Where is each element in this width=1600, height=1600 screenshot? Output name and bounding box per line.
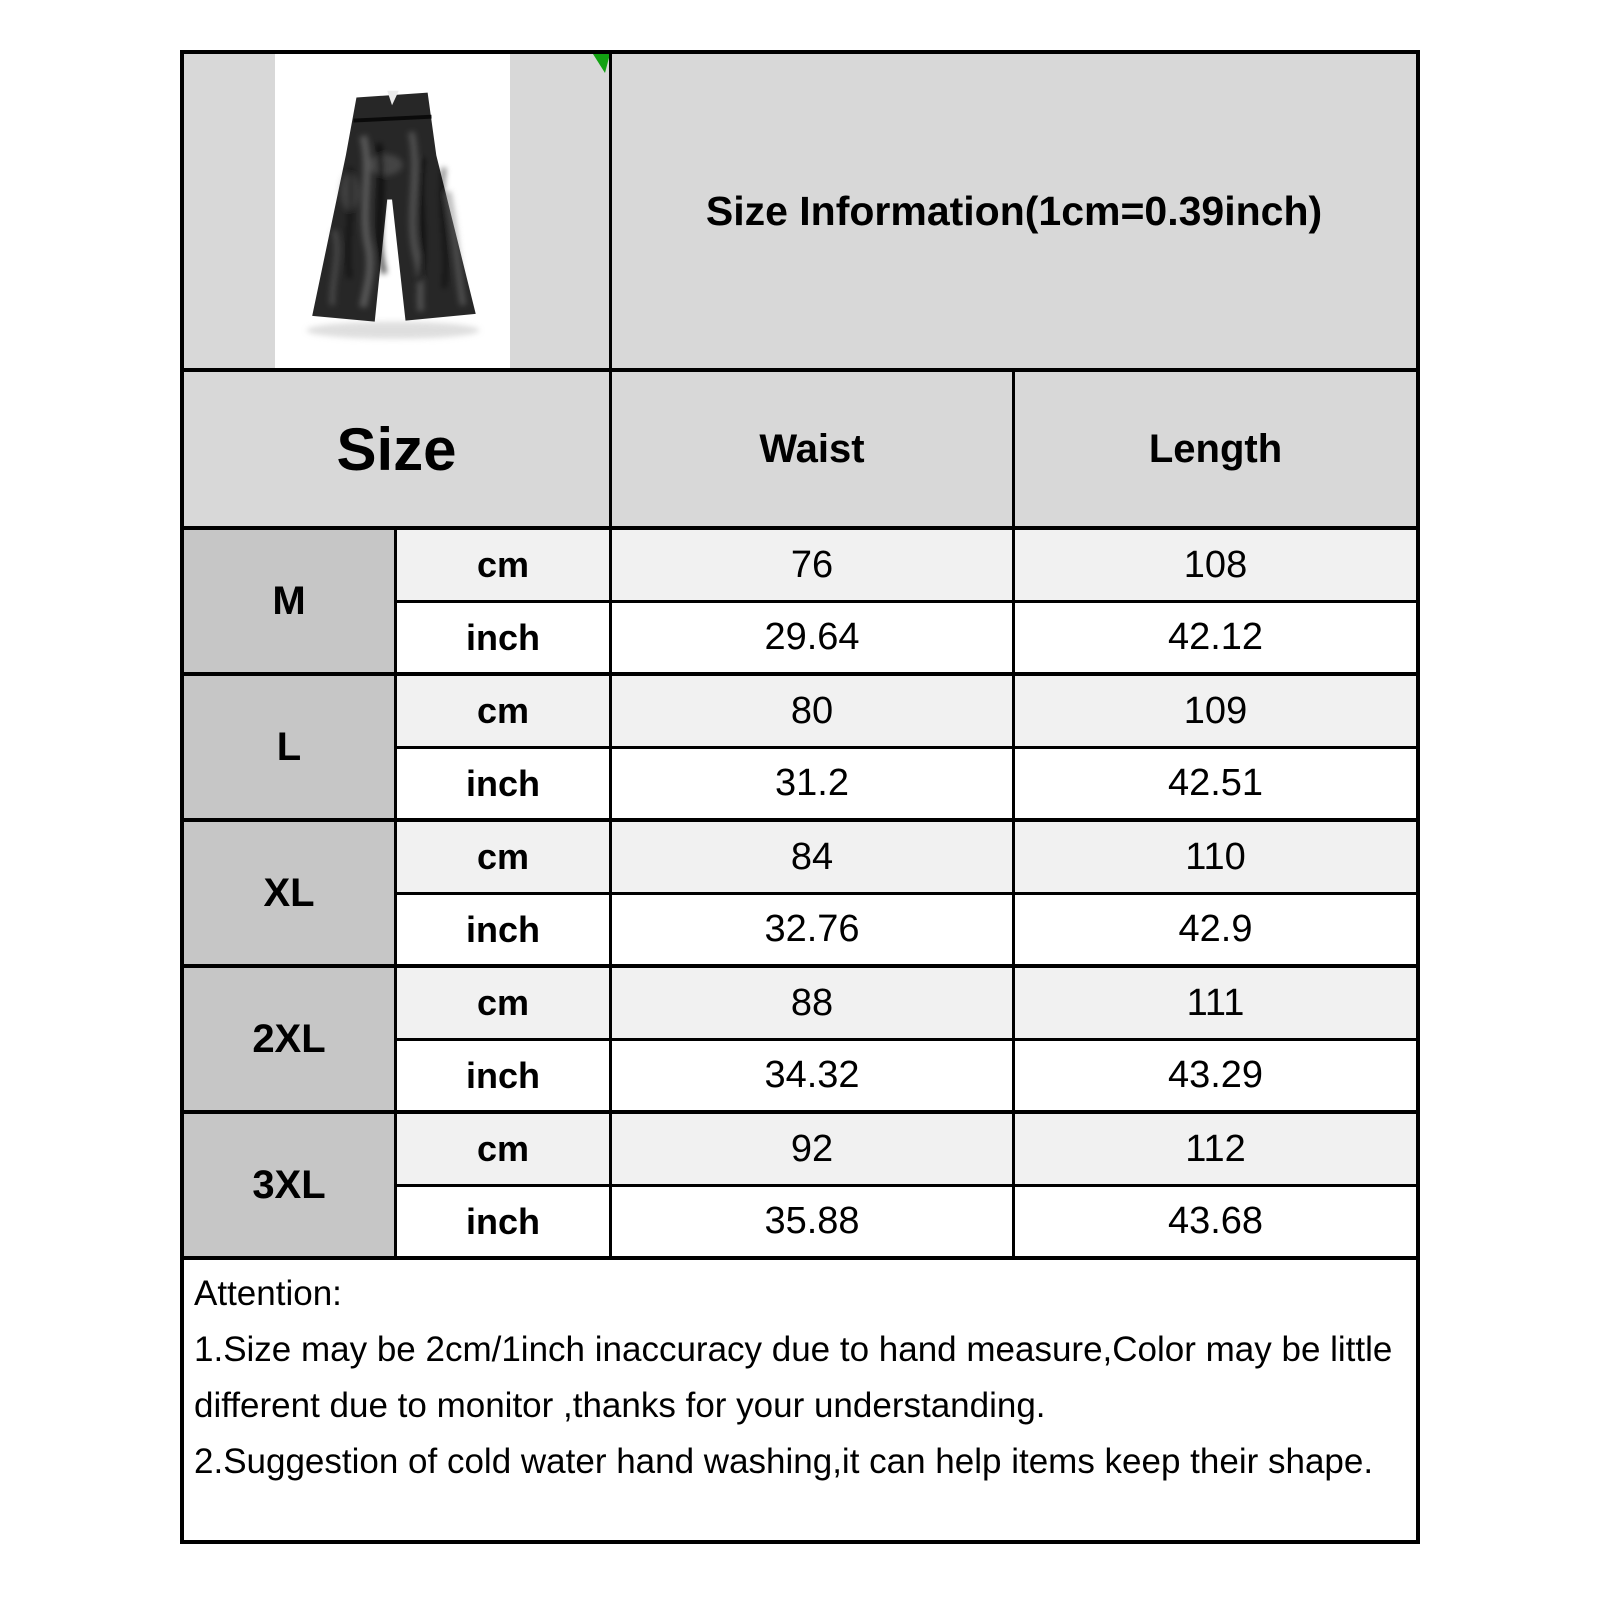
product-photo-background [275,54,510,368]
2xl-waist-inch-value: 34.32 [612,1041,1015,1114]
green-corner-marker-icon [593,54,611,74]
attention-note [184,1260,1416,1540]
attention-line: 2.Suggestion of cold water hand washing,it can help items keep their shape. [194,1442,1374,1481]
3xl-waist-cm-value: 92 [612,1114,1015,1187]
m-length-inch-value: 42.12 [1015,603,1416,676]
unit-label-cm: cm [397,530,612,603]
unit-label-inch: inch [397,1187,612,1260]
xl-waist-cm-value: 84 [612,822,1015,895]
attention-title: Attention: [194,1274,342,1313]
l-length-cm-value: 109 [1015,676,1416,749]
size-label-m: M [184,530,397,676]
3xl-waist-inch-value: 35.88 [612,1187,1015,1260]
size-label-xl: XL [184,822,397,968]
2xl-length-cm-value: 111 [1015,968,1416,1041]
attention-line: different due to monitor ,thanks for your understanding. [194,1386,1046,1425]
l-waist-inch-value: 31.2 [612,749,1015,822]
xl-waist-inch-value: 32.76 [612,895,1015,968]
pants-image [292,76,494,346]
m-waist-cm-value: 76 [612,530,1015,603]
size-info-title: Size Information(1cm=0.39inch) [612,54,1416,372]
unit-label-cm: cm [397,968,612,1041]
unit-label-inch: inch [397,749,612,822]
m-length-cm-value: 108 [1015,530,1416,603]
l-length-inch-value: 42.51 [1015,749,1416,822]
unit-label-cm: cm [397,676,612,749]
l-waist-cm-value: 80 [612,676,1015,749]
waist-column-header: Waist [612,372,1015,530]
size-column-header: Size [184,372,612,530]
m-waist-inch-value: 29.64 [612,603,1015,676]
size-chart [180,50,1420,1544]
size-label-3xl: 3XL [184,1114,397,1260]
unit-label-cm: cm [397,822,612,895]
unit-label-inch: inch [397,895,612,968]
attention-line: 1.Size may be 2cm/1inch inaccuracy due to hand measure,Color may be little [194,1330,1393,1369]
unit-label-cm: cm [397,1114,612,1187]
unit-label-inch: inch [397,603,612,676]
size-label-l: L [184,676,397,822]
xl-length-inch-value: 42.9 [1015,895,1416,968]
2xl-length-inch-value: 43.29 [1015,1041,1416,1114]
2xl-waist-cm-value: 88 [612,968,1015,1041]
3xl-length-cm-value: 112 [1015,1114,1416,1187]
3xl-length-inch-value: 43.68 [1015,1187,1416,1260]
length-column-header: Length [1015,372,1416,530]
xl-length-cm-value: 110 [1015,822,1416,895]
unit-label-inch: inch [397,1041,612,1114]
product-image-cell [184,54,612,372]
size-label-2xl: 2XL [184,968,397,1114]
